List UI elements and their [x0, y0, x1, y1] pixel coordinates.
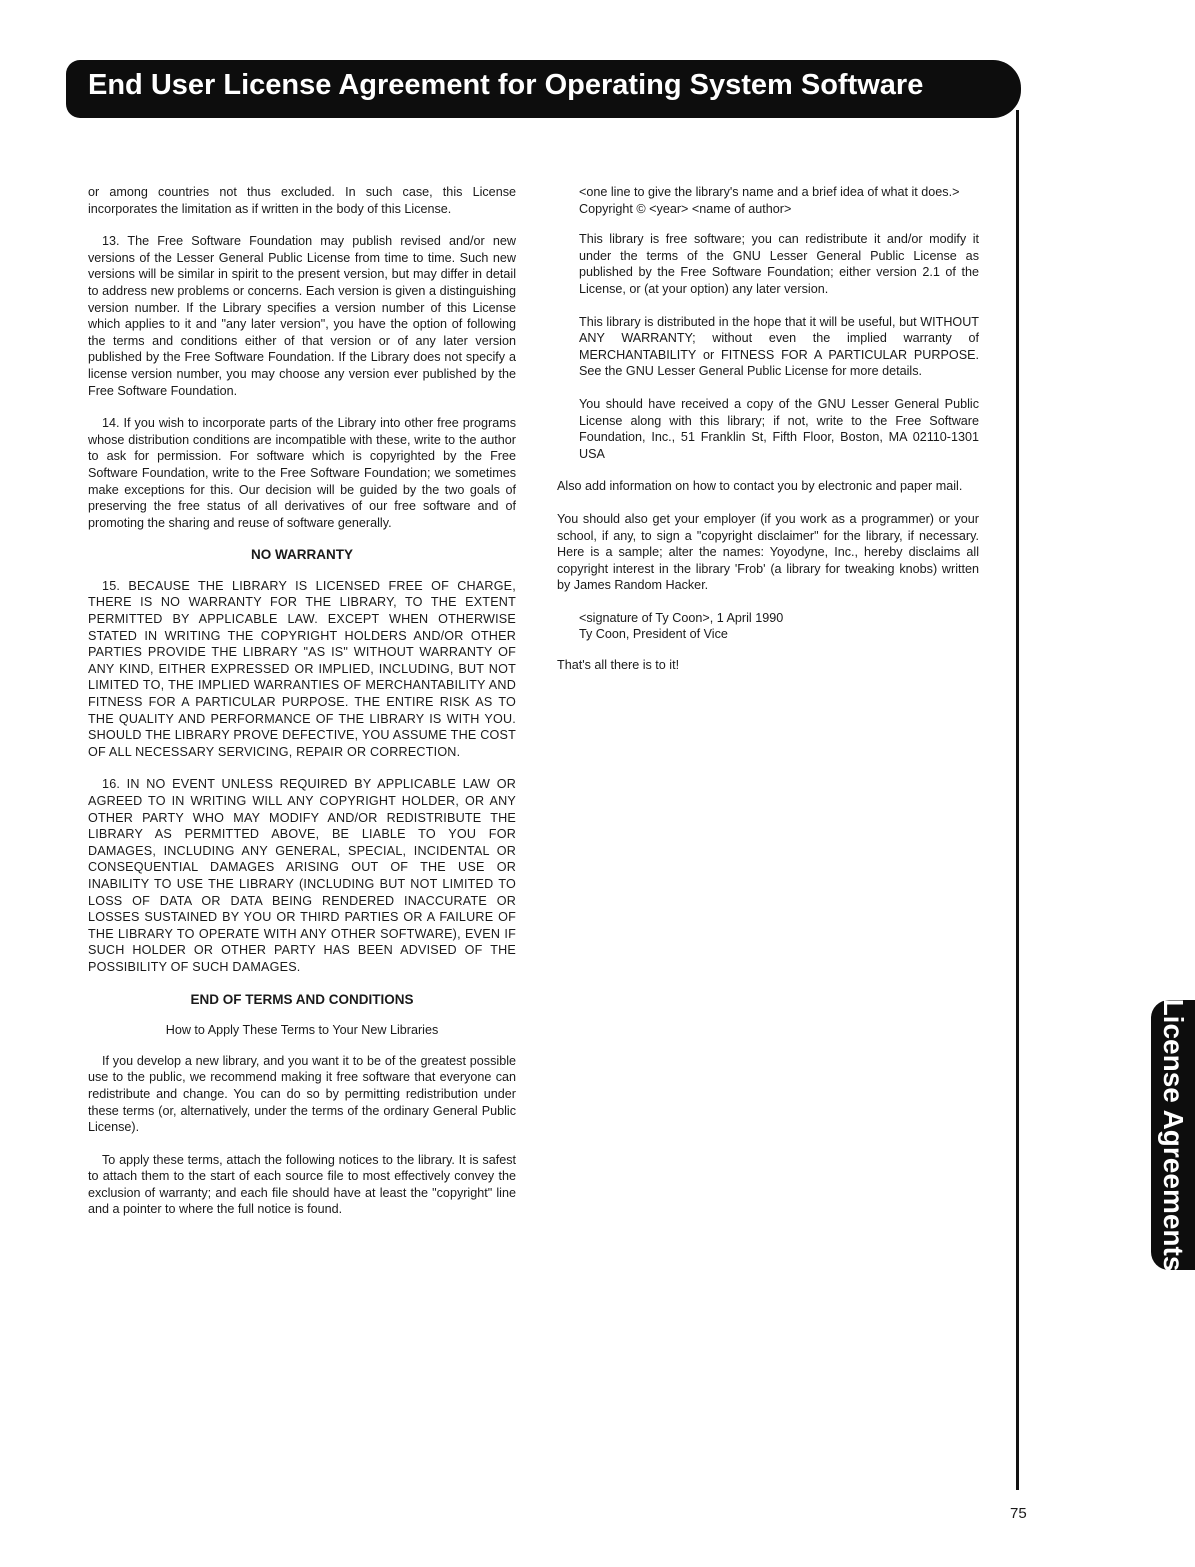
received-copy-paragraph: You should have received a copy of the GNU Lesser General Public License along with this library; if not, write to the Free Software Foundation, Inc., 51 Franklin St, Fifth Floor, Boston, MA 02110-1301 USA — [579, 396, 979, 461]
end-of-terms-heading: END OF TERMS AND CONDITIONS — [190, 991, 414, 1007]
notice-block — [579, 184, 979, 217]
copyright-line: Copyright © <year> <name of author> — [579, 201, 792, 216]
apply-paragraph: To apply these terms, attach the following notices to the library. It is safest to attach them to the start of each source file to most effectively convey the exclusion of warranty; and each file should have at least the "copyright" line and a pointer to where the full notice is found. — [88, 1152, 516, 1217]
right-column — [557, 184, 979, 690]
section-16-paragraph: 16. IN NO EVENT UNLESS REQUIRED BY APPLICABLE LAW OR AGREED TO IN WRITING WILL ANY COPYRIGHT HOLDER, OR ANY OTHER PARTY WHO MAY MODIFY AND/OR REDISTRIBUTE THE LIBRARY AS PERMITTED ABOVE, BE LIABLE TO YOU FOR DAMAGES, INCLUDING ANY GENERAL, SPECIAL, INCIDENTAL OR CONSEQUENTIAL DAMAGES ARISING OUT OF THE USE OR INABILITY TO USE THE LIBRARY (INCLUDING BUT NOT LIMITED TO LOSS OF DATA OR DATA BEING RENDERED INACCURATE OR LOSSES SUSTAINED BY YOU OR THIRD PARTIES OR A FAILURE OF THE LIBRARY TO OPERATE WITH ANY OTHER SOFTWARE), EVEN IF SUCH HOLDER OR OTHER PARTY HAS BEEN ADVISED OF THE POSSIBILITY OF SUCH DAMAGES. — [88, 777, 516, 974]
section-15-paragraph: 15. BECAUSE THE LIBRARY IS LICENSED FREE OF CHARGE, THERE IS NO WARRANTY FOR THE LIBRARY, TO THE EXTENT PERMITTED BY APPLICABLE LAW. EXCEPT WHEN OTHERWISE STATED IN WRITING THE COPYRIGHT HOLDERS AND/OR OTHER PARTIES PROVIDE THE LIBRARY "AS IS" WITHOUT WARRANTY OF ANY KIND, EITHER EXPRESSED OR IMPLIED, INCLUDING, BUT NOT LIMITED TO, THE IMPLIED WARRANTIES OF MERCHANTABILITY AND FITNESS FOR A PARTICULAR PURPOSE. THE ENTIRE RISK AS TO THE QUALITY AND PERFORMANCE OF THE LIBRARY IS WITH YOU. SHOULD THE LIBRARY PROVE DEFECTIVE, YOU ASSUME THE COST OF ALL NECESSARY SERVICING, REPAIR OR CORRECTION. — [88, 578, 516, 759]
section-14-paragraph: 14. If you wish to incorporate parts of the Library into other free programs whose distribution conditions are incompatible with these, write to the author to ask for permission. For software which is copyrighted by the Free Software Foundation, write to the Free Software Foundation; we sometimes make exceptions for this. Our decision will be guided by the two goals of preserving the free status of all derivatives of our free software and of promoting the sharing and reuse of software generally. — [88, 416, 516, 530]
intro-paragraph: or among countries not thus excluded. In such case, this License incorporates the limitation as if written in the body of this License. — [88, 185, 516, 216]
employer-paragraph: You should also get your employer (if you work as a programmer) or your school, if any, to sign a "copyright disclaimer" for the library, if necessary. Here is a sample; alter the names: Yoyodyne, Inc., hereby disclaims all copyright interest in the library 'Frob' (a library for tweaking knobs) written by James Random Hacker. — [557, 511, 979, 593]
title-banner — [66, 60, 1021, 118]
contact-paragraph: Also add information on how to contact you by electronic and paper mail. — [557, 479, 963, 494]
page-number: 75 — [1010, 1505, 1027, 1522]
no-warranty-heading: NO WARRANTY — [251, 547, 353, 563]
section-13-paragraph: 13. The Free Software Foundation may publish revised and/or new versions of the Lesser General Public License from time to time. Such new versions will be similar in spirit to the present version, but may differ in detail to address new problems or concerns. Each version is given a distinguishing version number. If the Library specifies a version number of this License which applies to it and "any later version", you have the option of following the terms and conditions either of that version or of any later version published by the Free Software Foundation. If the Library does not specify a license version number, you may choose any version ever published by the Free Software Foundation. — [88, 234, 516, 398]
signature-block — [579, 610, 979, 643]
vertical-rule — [1016, 110, 1019, 1490]
free-software-paragraph: This library is free software; you can redistribute it and/or modify it under the terms of the GNU Lesser General Public License as published by the Free Software Foundation; either version 2.1 of the License, or (at your option) any later version. — [579, 232, 979, 296]
develop-paragraph: If you develop a new library, and you want it to be of the greatest possible use to the public, we recommend making it free software that everyone can redistribute and change. You can do so by permitting redistribution under these terms (or, alternatively, under the terms of the ordinary General Public License). — [88, 1053, 516, 1135]
how-to-apply-subheading: How to Apply These Terms to Your New Libraries — [165, 1023, 439, 1038]
signature-line: <signature of Ty Coon>, 1 April 1990 — [579, 610, 784, 625]
notice-line: <one line to give the library's name and a brief idea of what it does.> — [579, 185, 960, 199]
distributed-paragraph: This library is distributed in the hope that it will be useful, but WITHOUT ANY WARRANTY; without even the implied warranty of MERCHANTABILITY or FITNESS FOR A PARTICULAR PURPOSE. See the GNU Lesser General Public License for more details. — [579, 314, 979, 379]
section-tab-label: License Agreements — [1158, 998, 1189, 1272]
page-title: End User License Agreement for Operating System Software — [88, 69, 924, 101]
left-column — [88, 184, 516, 1234]
signatory-title: Ty Coon, President of Vice — [579, 627, 728, 642]
closing-line: That's all there is to it! — [557, 658, 680, 673]
